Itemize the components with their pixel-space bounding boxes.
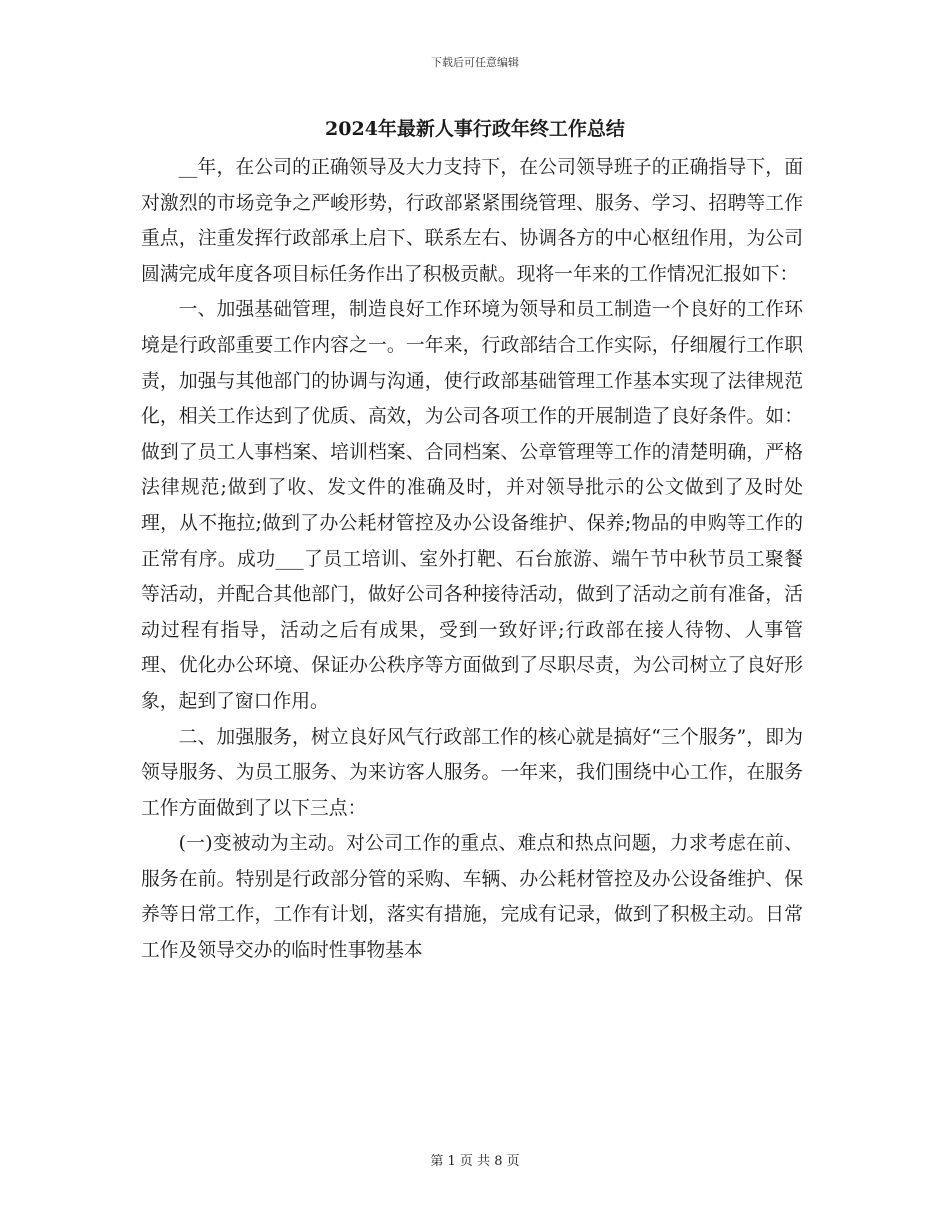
document-title: 2024年最新人事行政年终工作总结 xyxy=(325,118,625,140)
paragraph-section-2: 二、加强服务，树立良好风气行政部工作的核心就是搞好“三个服务”，即为领导服务、为员工服务、为来访客人服务。一年来，我们围绕中心工作，在服务工作方面做到了以下三点： xyxy=(141,726,803,819)
paragraph-subsection-1: (一)变被动为主动。对公司工作的重点、难点和热点问题，力求考虑在前、服务在前。特别是行政部分管的采购、车辆、办公耗材管控及办公设备维护、保养等日常工作，工作有计划，落实有措施，完成有记录，做到了积极主动。日常工作及领导交办的临时性事物基本 xyxy=(141,833,803,962)
paragraph-intro: __年，在公司的正确领导及大力支持下，在公司领导班子的正确指导下，面对激烈的市场竞争之严峻形势，行政部紧紧围绕管理、服务、学习、招聘等工作重点，注重发挥行政部承上启下、联系左右、协调各方的中心枢纽作用，为公司圆满完成年度各项目标任务作出了积极贡献。现将一年来的工作情况汇报如下： xyxy=(141,157,803,285)
document-body xyxy=(141,150,803,969)
paragraph-section-1: 一、加强基础管理，制造良好工作环境为领导和员工制造一个良好的工作环境是行政部重要工作内容之一。一年来，行政部结合工作实际，仔细履行工作职责，加强与其他部门的协调与沟通，使行政部基础管理工作基本实现了法律规范化，相关工作达到了优质、高效，为公司各项工作的开展制造了良好条件。如：做到了员工人事档案、培训档案、合同档案、公章管理等工作的清楚明确，严格法律规范;做到了收、发文件的准确及时，并对领导批示的公文做到了及时处理，从不拖拉;做到了办公耗材管控及办公设备维护、保养;物品的申购等工作的正常有序。成功___了员工培训、室外打靶、石台旅游、端午节中秋节员工聚餐等活动，并配合其他部门，做好公司各种接待活动，做到了活动之前有准备，活动过程有指导，活动之后有成果，受到一致好评;行政部在接人待物、人事管理、优化办公环境、保证办公秩序等方面做到了尽职尽责，为公司树立了良好形象，起到了窗口作用。 xyxy=(141,299,803,712)
header-note: 下载后可任意编辑 xyxy=(431,56,519,69)
page-number: 第 1 页 共 8 页 xyxy=(430,1154,520,1169)
